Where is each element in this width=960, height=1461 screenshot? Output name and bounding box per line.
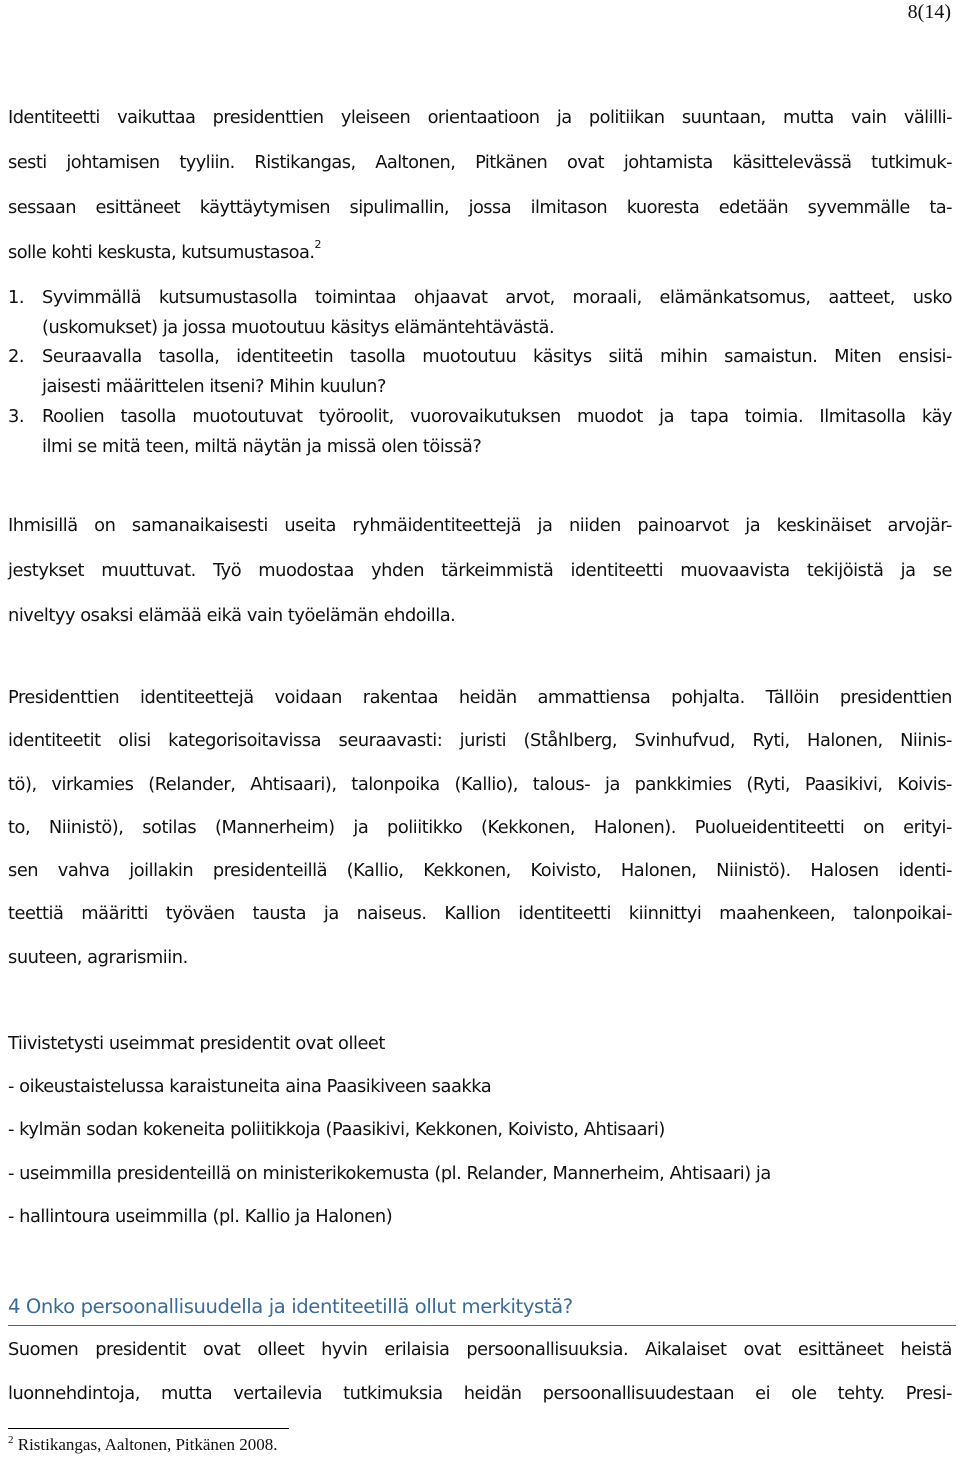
summary-item: - kylmän sodan kokeneita poliitikkoja (Paasikivi, Kekkonen, Koivisto, Ahtisaari) — [8, 1119, 665, 1141]
list-item-line: Roolien tasolla muotoutuvat työroolit, vuorovaikutuksen muodot ja tapa toimia. Ilmitasolla käy — [42, 405, 952, 427]
summary-list — [8, 1022, 952, 1238]
paragraph-line-text: solle kohti keskusta, kutsumustasoa. — [8, 242, 315, 263]
paragraph-line: tö), virkamies (Relander, Ahtisaari), talonpoika (Kallio), talous- ja pankkimies (Ryti, Paasikivi, Koivis- — [8, 773, 952, 795]
paragraph-line: identiteetit olisi kategorisoitavissa seuraavasti: juristi (Ståhlberg, Svinhufvud, Ryti, Halonen, Niinis- — [8, 730, 952, 752]
list-item — [8, 342, 952, 401]
paragraph-line: to, Niinistö), sotilas (Mannerheim) ja poliitikko (Kekkonen, Halonen). Puolueidentiteetti on erityi- — [8, 816, 952, 838]
footnote-number: 2 — [8, 1434, 14, 1446]
paragraph-line: Identiteetti vaikuttaa presidenttien yleiseen orientaatioon ja politiikan suuntaan, mutta vain välilli- — [8, 107, 952, 128]
paragraph-line: niveltyy osaksi elämää eikä vain työelämän ehdoilla. — [8, 605, 456, 626]
summary-item: - hallintoura useimmilla (pl. Kallio ja Halonen) — [8, 1205, 393, 1227]
page-number: 8(14) — [907, 1, 951, 23]
list-item-number: 2. — [8, 346, 25, 368]
paragraph-line: sen vahva joillakin presidenteillä (Kallio, Kekkonen, Koivisto, Halonen, Niinistö). Halosen identi- — [8, 860, 952, 882]
list-item-number: 3. — [8, 405, 25, 427]
footnote-separator — [8, 1428, 289, 1429]
section-heading: 4 Onko persoonallisuudella ja identiteetillä ollut merkitystä? — [8, 1291, 956, 1326]
list-item-line: ilmi se mitä teen, miltä näytän ja missä olen töissä? — [42, 435, 482, 457]
paragraph-line: jestykset muuttuvat. Työ muodostaa yhden tärkeimmistä identiteetti muovaavista tekijöistä ja se — [8, 560, 952, 581]
summary-item: - useimmilla presidenteillä on ministerikokemusta (pl. Relander, Mannerheim, Ahtisaari) ja — [8, 1162, 771, 1184]
paragraph-line: Ihmisillä on samanaikaisesti useita ryhmäidentiteettejä ja niiden painoarvot ja keskinäiset arvojär- — [8, 515, 952, 536]
paragraph-line: sessaan esittäneet käyttäytymisen sipulimallin, jossa ilmitason kuoresta edetään syvemmälle ta- — [8, 197, 952, 218]
footnote-text: Ristikangas, Aaltonen, Pitkänen 2008. — [17, 1435, 278, 1454]
summary-item: - oikeustaistelussa karaistuneita aina Paasikiveen saakka — [8, 1076, 492, 1098]
list-item-line: (uskomukset) ja jossa muotoutuu käsitys elämäntehtävästä. — [42, 316, 555, 338]
paragraph-line: sesti johtamisen tyyliin. Ristikangas, Aaltonen, Pitkänen ovat johtamista käsittelevässä tutkimuk- — [8, 152, 952, 173]
paragraph-line: Presidenttien identiteettejä voidaan rakentaa heidän ammattiensa pohjalta. Tällöin presidenttien — [8, 687, 952, 708]
list-item — [8, 283, 952, 342]
paragraph-line — [8, 230, 952, 275]
footnote — [8, 1433, 277, 1457]
list-item-line: jaisesti määrittelen itseni? Mihin kuulun? — [42, 376, 386, 398]
paragraph-line: luonnehdintoja, mutta vertailevia tutkimuksia heidän persoonallisuudestaan ei ole tehty. Presi- — [8, 1383, 952, 1404]
list-item-line: Syvimmällä kutsumustasolla toimintaa ohjaavat arvot, moraali, elämänkatsomus, aatteet, usko — [42, 287, 952, 308]
paragraph-line: suuteen, agrarismiin. — [8, 946, 188, 968]
list-item — [8, 402, 952, 461]
list-item-line: Seuraavalla tasolla, identiteetin tasolla muotoutuu käsitys siitä mihin samaistun. Miten ensisi- — [42, 346, 952, 368]
intro-paragraph — [8, 95, 952, 275]
footnote-reference: 2 — [314, 238, 321, 251]
list-item-number: 1. — [8, 287, 25, 308]
levels-list — [8, 283, 952, 461]
paragraph-line: teettiä määritti työväen tausta ja naiseus. Kallion identiteetti kiinnittyi maahenkeen, talonpoikai- — [8, 903, 952, 925]
group-identity-paragraph — [8, 503, 952, 638]
summary-intro: Tiivistetysti useimmat presidentit ovat olleet — [8, 1033, 385, 1054]
section-paragraph — [8, 1328, 952, 1416]
professions-paragraph — [8, 676, 952, 979]
paragraph-line: Suomen presidentit ovat olleet hyvin erilaisia persoonallisuuksia. Aikalaiset ovat esittäneet heistä — [8, 1339, 952, 1360]
